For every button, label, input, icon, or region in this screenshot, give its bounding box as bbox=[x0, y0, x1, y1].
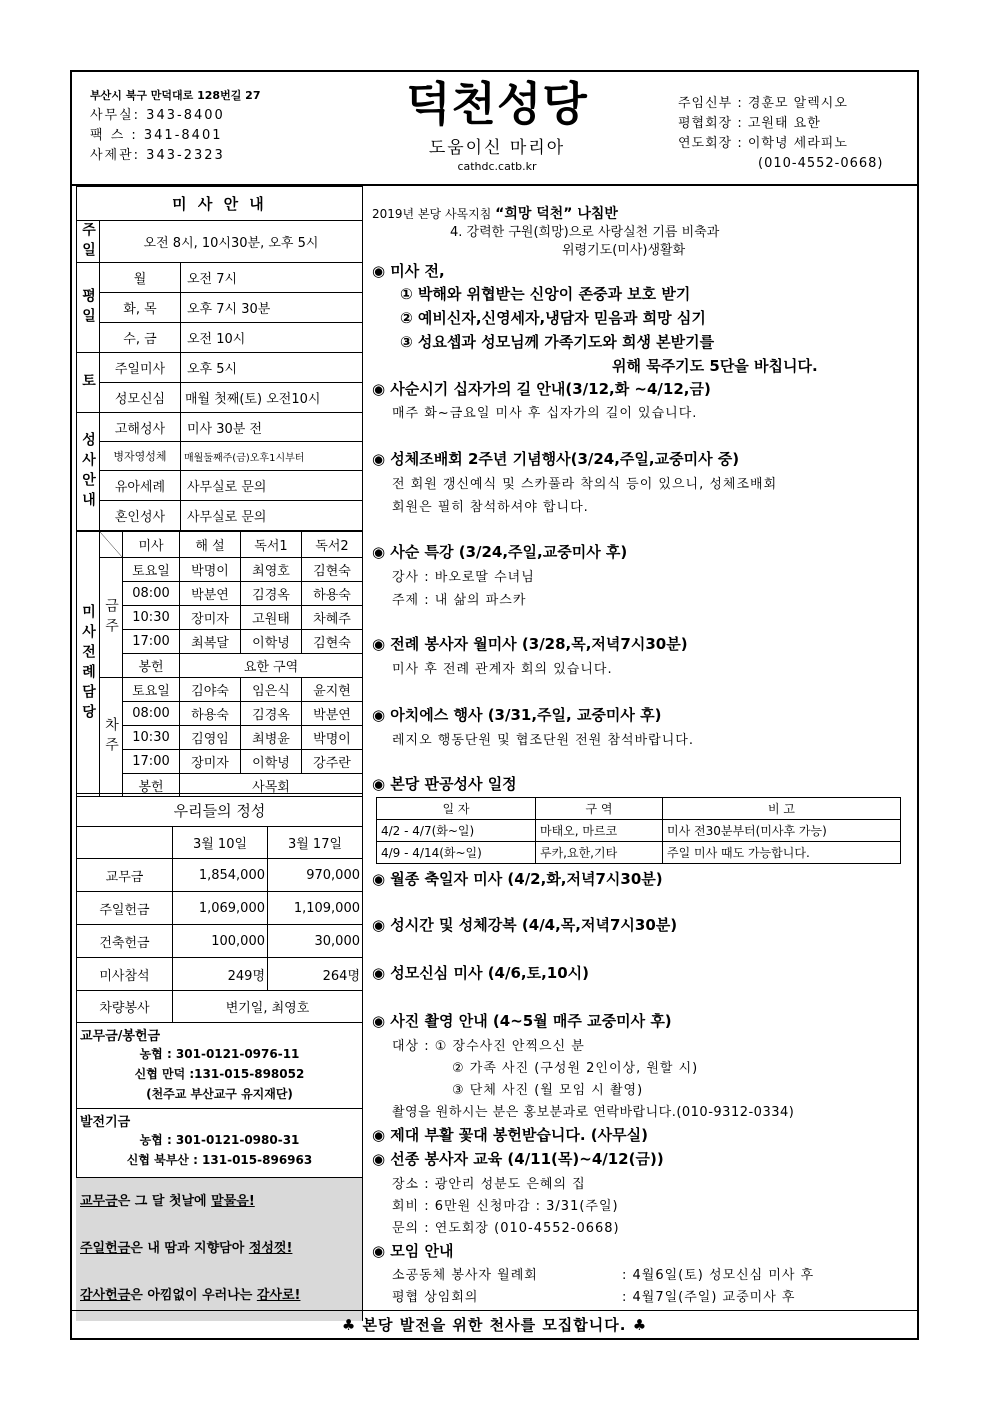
section-text: 회원은 필히 참석하셔야 합니다. bbox=[392, 500, 589, 515]
roster-cell: 17:00 bbox=[123, 750, 180, 774]
pastor: 주임신부 : 경훈모 알렉시오 bbox=[678, 96, 848, 111]
offering-value: 30,000 bbox=[268, 925, 363, 958]
roster-cell: 차혜주 bbox=[302, 606, 363, 630]
roster-cell: 박명이 bbox=[180, 558, 241, 582]
roster-header: 독서2 bbox=[302, 532, 363, 558]
roster-cell: 최영호 bbox=[241, 558, 302, 582]
saturday-time: 매월 첫째(토) 오전10시 bbox=[181, 383, 363, 413]
offering-label: 미사참석 bbox=[77, 958, 173, 991]
sacrament-info: 사무실로 문의 bbox=[181, 501, 363, 531]
offering-value: 970,000 bbox=[268, 859, 363, 892]
weekday-time: 오전 7시 bbox=[181, 263, 363, 293]
roster-cell: 고원태 bbox=[241, 606, 302, 630]
roster-cell: 김경옥 bbox=[241, 702, 302, 726]
offering-label: 주일헌금 bbox=[77, 892, 173, 925]
sacrament-item: 고해성사 bbox=[100, 413, 181, 442]
weekday-day: 수, 금 bbox=[100, 323, 181, 353]
staff-info bbox=[678, 94, 884, 174]
section-heading: ◉ 본당 판공성사 일정 bbox=[372, 775, 517, 793]
account-title: 발전기금 bbox=[76, 1108, 363, 1130]
roster-cell: 최복달 bbox=[180, 630, 241, 654]
offering-blank bbox=[77, 827, 173, 859]
account-line: 농협 : 301-0121-0976-11 bbox=[139, 1047, 300, 1061]
account-line: 신협 만덕 :131-015-898052 bbox=[134, 1067, 305, 1081]
roster-cell: 08:00 bbox=[123, 702, 180, 726]
saturday-item: 성모신심 bbox=[100, 383, 181, 413]
page-title: 덕천성당 bbox=[406, 77, 588, 131]
account-line: (천주교 부산교구 유지재단) bbox=[146, 1087, 293, 1101]
section-heading: ◉ 전례 봉사자 월미사 (3/28,목,저녁7시30분) bbox=[372, 635, 688, 653]
car-value: 변기일, 최영호 bbox=[173, 991, 363, 1023]
sacrament-item: 혼인성사 bbox=[100, 501, 181, 531]
roster-cell: 박분연 bbox=[180, 582, 241, 606]
account-line: 신협 북부산 : 131-015-896963 bbox=[126, 1153, 313, 1167]
liturgy-phone: (010-4552-0668) bbox=[758, 156, 884, 171]
roster-cell: 10:30 bbox=[123, 726, 180, 750]
section-heading: ◉ 모임 안내 bbox=[372, 1242, 454, 1260]
roster-cell: 토요일 bbox=[123, 558, 180, 582]
section-text: 주제 : 내 삶의 파스카 bbox=[392, 593, 527, 608]
roster-cell: 봉헌 bbox=[123, 654, 180, 678]
confession-schedule-table bbox=[376, 797, 901, 864]
section-heading: ◉ 미사 전, bbox=[372, 262, 445, 280]
account-line: 농협 : 301-0121-0980-31 bbox=[139, 1133, 300, 1147]
guide-line: 위령기도(미사)생활화 bbox=[562, 243, 686, 258]
sched-cell: 마태오, 마르코 bbox=[536, 820, 663, 842]
prayer-intention: ③ 성요셉과 성모님께 가족기도와 희생 본받기를 bbox=[400, 333, 715, 351]
slogan: 주일헌금은 내 땀과 지향담아 정성껏! bbox=[80, 1241, 293, 1256]
offering-value: 100,000 bbox=[173, 925, 268, 958]
roster-label: 미사전례담당 bbox=[77, 532, 100, 797]
roster-header: 독서1 bbox=[241, 532, 302, 558]
sched-header: 구 역 bbox=[536, 798, 663, 820]
section-text: 미사 후 전례 관계자 회의 있습니다. bbox=[392, 662, 613, 677]
section-heading: ◉ 성체조배회 2주년 기념행사(3/24,주일,교중미사 중) bbox=[372, 450, 740, 468]
roster-cell: 08:00 bbox=[123, 582, 180, 606]
weekday-day: 월 bbox=[100, 263, 181, 293]
section-text: 문의 : 연도회장 (010-4552-0668) bbox=[392, 1221, 620, 1236]
offering-label: 건축헌금 bbox=[77, 925, 173, 958]
weekday-day: 화, 목 bbox=[100, 293, 181, 323]
weekday-label: 평일 bbox=[77, 263, 100, 353]
roster-cell: 하용숙 bbox=[180, 702, 241, 726]
roster-header: 해 설 bbox=[180, 532, 241, 558]
roster-cell: 김야숙 bbox=[180, 678, 241, 702]
roster-cell: 봉헌 bbox=[123, 774, 180, 797]
roster-cell: 사목회 bbox=[180, 774, 363, 797]
sched-cell: 4/9 - 4/14(화~일) bbox=[377, 842, 536, 864]
section-text: 회비 : 6만원 신청마감 : 3/31(주일) bbox=[392, 1199, 619, 1214]
roster-cell: 윤지현 bbox=[302, 678, 363, 702]
section-text: 장소 : 광안리 성분도 은혜의 집 bbox=[392, 1177, 586, 1192]
roster-cell: 장미자 bbox=[180, 750, 241, 774]
prayer-intention: ② 예비신자,신영세자,냉담자 믿음과 희망 심기 bbox=[400, 309, 706, 327]
footer-notice: ♣ 본당 발전을 위한 천사를 모집합니다. ♣ bbox=[341, 1316, 648, 1334]
roster-cell: 토요일 bbox=[123, 678, 180, 702]
sunday-label: 주일 bbox=[77, 221, 100, 263]
roster-cell: 최병윤 bbox=[241, 726, 302, 750]
meeting-name: 소공동체 봉사자 월례회 bbox=[392, 1268, 538, 1283]
section-heading: ◉ 사진 촬영 안내 (4~5월 매주 교중미사 후) bbox=[372, 1012, 672, 1030]
weekday-time: 오전 10시 bbox=[181, 323, 363, 353]
offering-value: 1,109,000 bbox=[268, 892, 363, 925]
section-heading: ◉ 아치에스 행사 (3/31,주일, 교중미사 후) bbox=[372, 706, 662, 724]
offering-title: 우리들의 정성 bbox=[77, 794, 363, 827]
roster-cell: 박분연 bbox=[302, 702, 363, 726]
sched-cell: 주일 미사 때도 가능합니다. bbox=[663, 842, 901, 864]
week2-label: 차주 bbox=[100, 678, 123, 797]
roster-cell: 김현숙 bbox=[302, 558, 363, 582]
meeting-time: : 4월6일(토) 성모신심 미사 후 bbox=[622, 1268, 815, 1283]
account-title: 교무금/봉헌금 bbox=[80, 1029, 161, 1044]
section-text: 대상 : ① 장수사진 안찍으신 분 bbox=[392, 1039, 585, 1054]
slogan-box bbox=[76, 1177, 362, 1321]
liturgy-head: 연도회장 : 이학녕 세라피노 bbox=[678, 136, 848, 151]
section-text: 촬영을 원하시는 분은 홍보분과로 연락바랍니다.(010-9312-0334) bbox=[392, 1105, 795, 1120]
section-heading: ◉ 선종 봉사자 교육 (4/11(목)~4/12(금)) bbox=[372, 1150, 664, 1168]
roster-cell: 김영임 bbox=[180, 726, 241, 750]
mass-schedule-table bbox=[76, 186, 363, 531]
liturgy-roster-table bbox=[76, 531, 363, 797]
offering-date: 3월 17일 bbox=[268, 827, 363, 859]
weekday-time: 오후 7시 30분 bbox=[181, 293, 363, 323]
sacrament-item: 유아세례 bbox=[100, 471, 181, 501]
roster-cell: 17:00 bbox=[123, 630, 180, 654]
section-heading: ◉ 사순 특강 (3/24,주일,교중미사 후) bbox=[372, 543, 628, 561]
meeting-name: 평협 상임회의 bbox=[392, 1290, 479, 1305]
sacrament-info: 미사 30분 전 bbox=[181, 413, 363, 442]
meeting-time: : 4월7일(주일) 교중미사 후 bbox=[622, 1290, 796, 1305]
sunday-time: 오전 8시, 10시30분, 오후 5시 bbox=[100, 221, 363, 263]
section-text: 레지오 행동단원 및 협조단원 전원 참석바랍니다. bbox=[392, 733, 694, 748]
section-heading: ◉ 성시간 및 성체강복 (4/4,목,저녁7시30분) bbox=[372, 916, 678, 934]
section-text: ③ 단체 사진 (월 모임 시 촬영) bbox=[452, 1083, 644, 1098]
offering-value: 264명 bbox=[268, 958, 363, 991]
car-label: 차량봉사 bbox=[77, 991, 173, 1023]
mass-title: 미 사 안 내 bbox=[77, 187, 363, 221]
sched-header: 일 자 bbox=[377, 798, 536, 820]
sacrament-info: 매월둘째주(금)오후1시부터 bbox=[181, 442, 363, 471]
offering-value: 1,854,000 bbox=[173, 859, 268, 892]
prayer-intention: 위해 묵주기도 5단을 바칩니다. bbox=[612, 357, 818, 375]
week1-label: 금주 bbox=[100, 558, 123, 678]
roster-cell: 10:30 bbox=[123, 606, 180, 630]
rectory-phone: 사제관: 343-2323 bbox=[90, 148, 225, 163]
contact-info bbox=[90, 86, 260, 166]
section-text: ② 가족 사진 (구성원 2인이상, 원할 시) bbox=[452, 1061, 699, 1076]
roster-cell: 박명이 bbox=[302, 726, 363, 750]
council-head: 평협회장 : 고원태 요한 bbox=[678, 116, 821, 131]
section-text: 매주 화~금요일 미사 후 십자가의 길이 있습니다. bbox=[392, 406, 698, 421]
sacrament-label: 성사안내 bbox=[77, 413, 100, 531]
saturday-time: 오후 5시 bbox=[181, 353, 363, 383]
roster-cell: 강주란 bbox=[302, 750, 363, 774]
roster-cell: 김현숙 bbox=[302, 630, 363, 654]
sched-cell: 루카,요한,기타 bbox=[536, 842, 663, 864]
saturday-item: 주일미사 bbox=[100, 353, 181, 383]
saturday-label: 토 bbox=[77, 353, 100, 413]
sacrament-item: 병자영성체 bbox=[100, 442, 181, 471]
sacrament-info: 사무실로 문의 bbox=[181, 471, 363, 501]
website-link[interactable]: cathdc.catb.kr bbox=[457, 160, 537, 173]
offering-label: 교무금 bbox=[77, 859, 173, 892]
slogan: 교무금은 그 달 첫날에 맡물음! bbox=[80, 1194, 255, 1209]
sched-cell: 미사 전30분부터(미사후 가능) bbox=[663, 820, 901, 842]
roster-cell: 장미자 bbox=[180, 606, 241, 630]
section-heading: ◉ 사순시기 십자가의 길 안내(3/12,화 ~4/12,금) bbox=[372, 380, 711, 398]
roster-cell: 하용숙 bbox=[302, 582, 363, 606]
fax-number: 팩 스 : 341-8401 bbox=[90, 128, 223, 143]
roster-cell: 김경옥 bbox=[241, 582, 302, 606]
roster-cell: 이학녕 bbox=[241, 630, 302, 654]
address: 부산시 북구 만덕대로 128번길 27 bbox=[90, 89, 261, 102]
offering-table bbox=[76, 793, 363, 1023]
section-heading: ◉ 성모신심 미사 (4/6,토,10시) bbox=[372, 964, 590, 982]
offering-date: 3월 10일 bbox=[173, 827, 268, 859]
section-text: 강사 : 바오로딸 수녀님 bbox=[392, 570, 535, 585]
roster-cell: 요한 구역 bbox=[180, 654, 363, 678]
roster-corner bbox=[100, 532, 123, 558]
patron-name: 도움이신 마리아 bbox=[428, 138, 566, 158]
footer-divider bbox=[70, 1310, 919, 1311]
section-text: 전 회원 갱신예식 및 스카풀라 착의식 등이 있으니, 성체조배회 bbox=[392, 477, 778, 492]
account-info bbox=[76, 1025, 363, 1170]
roster-cell: 이학녕 bbox=[241, 750, 302, 774]
offering-value: 1,069,000 bbox=[173, 892, 268, 925]
sched-cell: 4/2 - 4/7(화~일) bbox=[377, 820, 536, 842]
section-heading: ◉ 월종 축일자 미사 (4/2,화,저녁7시30분) bbox=[372, 870, 663, 888]
sched-header: 비 고 bbox=[663, 798, 901, 820]
roster-cell: 임은식 bbox=[241, 678, 302, 702]
roster-header: 미사 bbox=[123, 532, 180, 558]
pastoral-guide: 2019년 본당 사목지침 “희망 덕천” 나침반 bbox=[372, 206, 618, 222]
office-phone: 사무실: 343-8400 bbox=[90, 108, 225, 123]
prayer-intention: ① 박해와 위협받는 신앙이 존중과 보호 받기 bbox=[400, 285, 691, 303]
offering-value: 249명 bbox=[173, 958, 268, 991]
guide-line: 4. 강력한 구원(희망)으로 사랑실천 기름 비축과 bbox=[450, 225, 720, 240]
slogan: 감사헌금은 아낌없이 우러나는 감사로! bbox=[80, 1288, 301, 1303]
section-heading: ◉ 제대 부활 꽃대 봉헌받습니다. (사무실) bbox=[372, 1126, 648, 1144]
